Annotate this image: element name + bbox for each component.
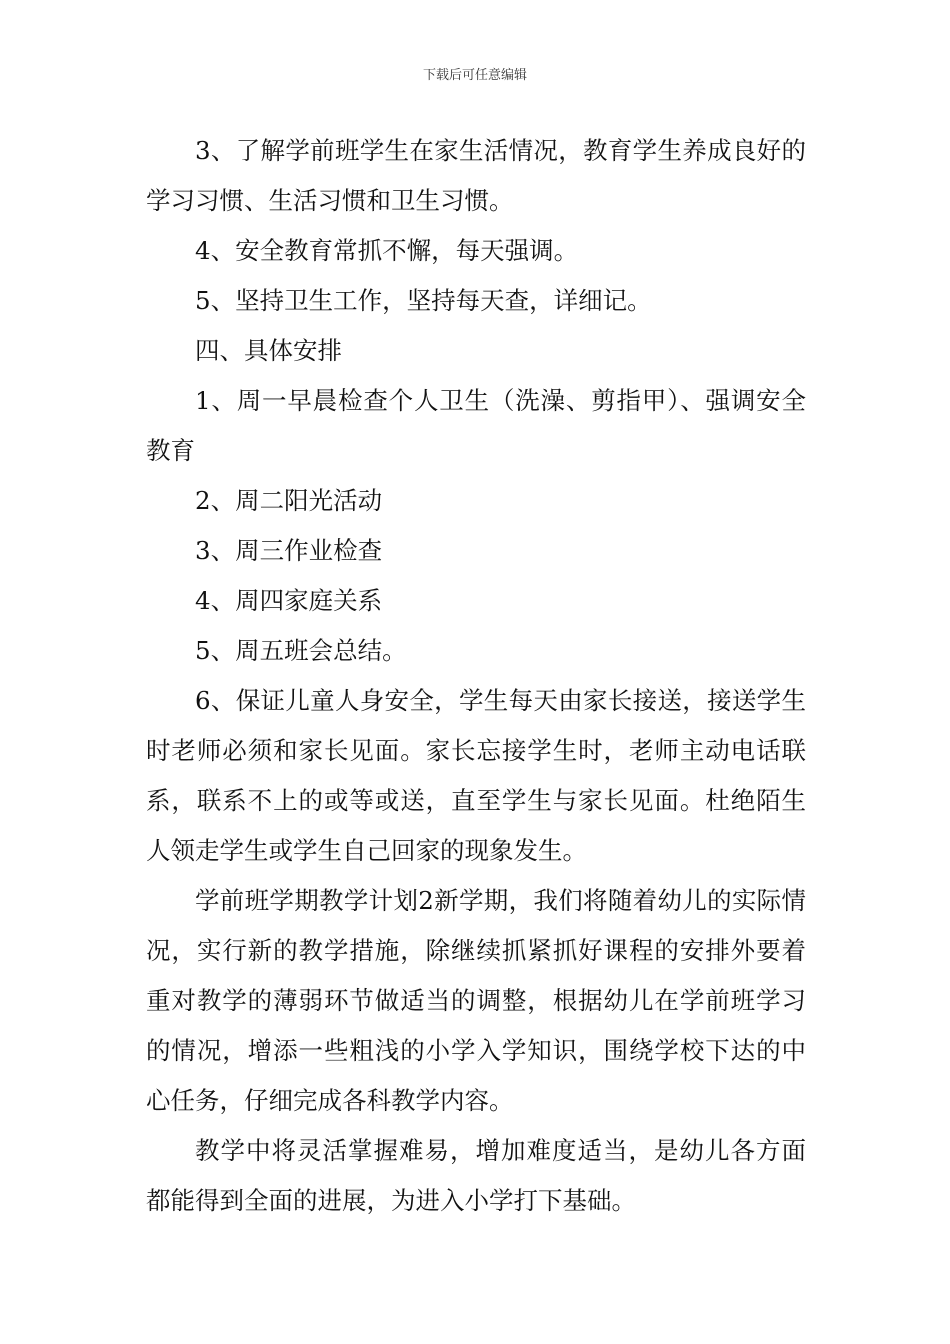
paragraph: 学前班学期教学计划2新学期，我们将随着幼儿的实际情况，实行新的教学措施，除继续抓紧抓好课程的安排外要着重对教学的薄弱环节做适当的调整，根据幼儿在学前班学习的情况，增添一些粗浅的小学入学知识，围绕学校下达的中心任务，仔细完成各科教学内容。 [146,886,806,1115]
paragraph: 2、周二阳光活动 [195,486,383,515]
section-heading: 四、具体安排 [195,336,342,365]
paragraph: 3、周三作业检查 [195,536,383,565]
page-header: 下载后可任意编辑 [422,68,527,83]
paragraph: 4、安全教育常抓不懈，每天强调。 [195,236,579,265]
paragraph: 1、周一早晨检查个人卫生（洗澡、剪指甲）、强调安全教育 [146,386,806,465]
paragraph: 5、坚持卫生工作，坚持每天查，详细记。 [195,286,652,315]
paragraph: 5、周五班会总结。 [195,636,407,665]
paragraph: 6、保证儿童人身安全，学生每天由家长接送，接送学生时老师必须和家长见面。家长忘接学生时，老师主动电话联系，联系不上的或等或送，直至学生与家长见面。杜绝陌生人领走学生或学生自己回家的现象发生。 [146,686,806,865]
paragraph: 教学中将灵活掌握难易，增加难度适当，是幼儿各方面都能得到全面的进展，为进入小学打下基础。 [146,1136,806,1215]
paragraph: 3、了解学前班学生在家生活情况，教育学生养成良好的学习习惯、生活习惯和卫生习惯。 [146,136,806,215]
document-body [146,126,806,1226]
paragraph: 4、周四家庭关系 [195,586,383,615]
